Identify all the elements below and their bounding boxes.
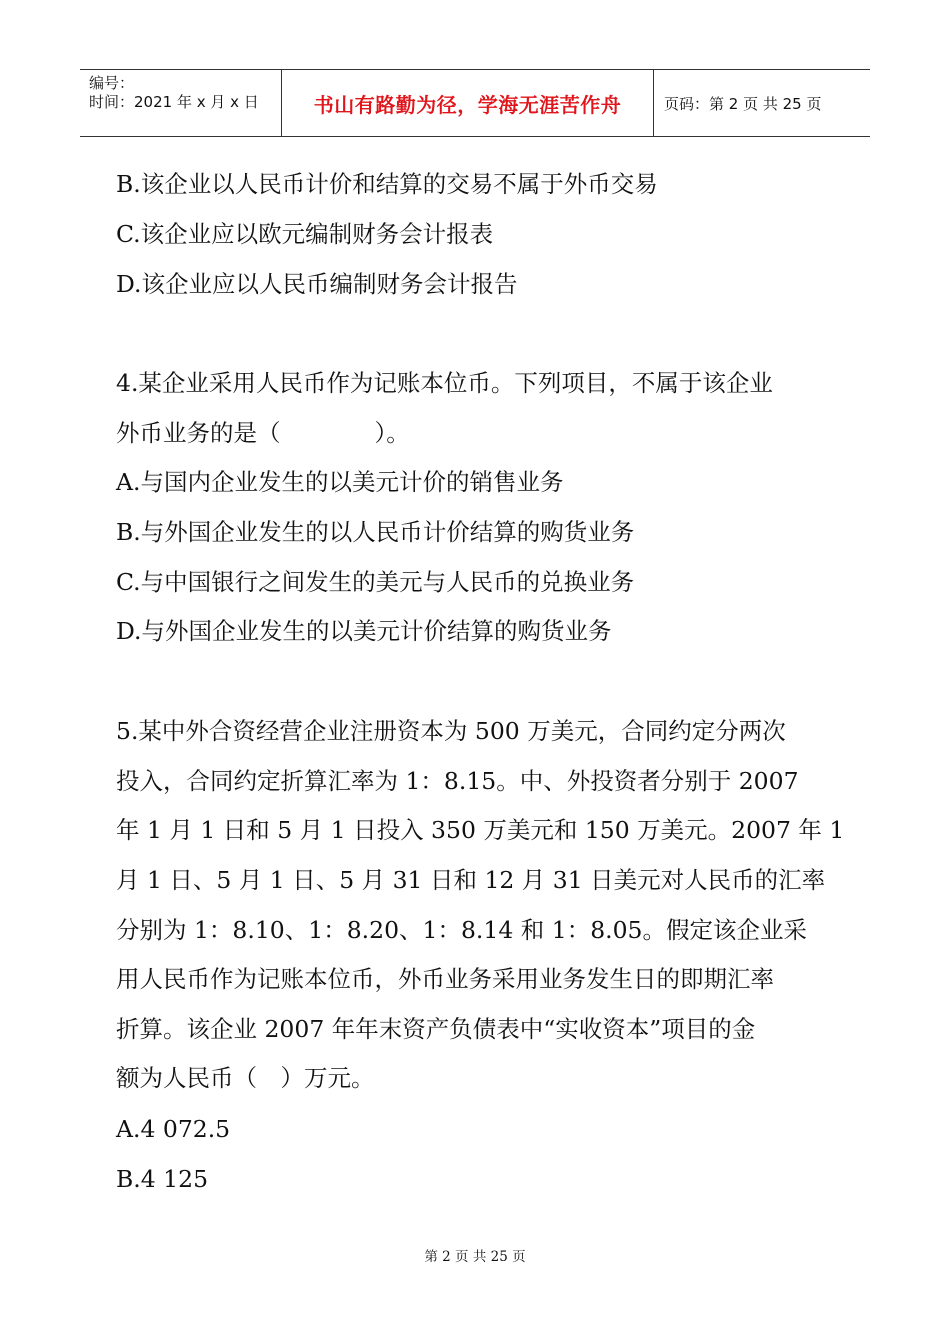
option-line: A.4 072.5 [116,1115,231,1143]
header-meta-cell [80,70,282,136]
question-line: 用人民币作为记账本位币，外币业务采用业务发生日的即期汇率 [116,965,774,993]
question-line: 折算。该企业 2007 年年末资产负债表中“实收资本”项目的金 [116,1015,756,1043]
serial-label: 编号： [89,74,135,92]
question-line: 年 1 月 1 日和 5 月 1 日投入 350 万美元和 150 万美元。2007 年 1 [116,816,845,844]
option-line: B.4 125 [116,1165,209,1193]
option-line: A.与国内企业发生的以美元计价的销售业务 [116,468,564,496]
motto-text: 书山有路勤为径，学海无涯苦作舟 [313,92,622,117]
question-line: 额为人民币（ ）万元。 [116,1064,375,1092]
page-footer: 第 2 页 共 25 页 [424,1249,526,1265]
option-line: D.与外国企业发生的以美元计价结算的购货业务 [116,617,612,645]
option-line: C.该企业应以欧元编制财务会计报表 [116,220,494,248]
question-line: 5.某中外合资经营企业注册资本为 500 万美元，合同约定分两次 [116,717,786,745]
time-label: 时间：2021 年 x 月 x 日 [89,93,259,111]
question-line: 外币业务的是（ ）。 [116,419,410,447]
page-info: 页码：第 2 页 共 25 页 [664,94,822,113]
option-line: B.该企业以人民币计价和结算的交易不属于外币交易 [116,170,658,198]
document-header [80,69,870,137]
option-line: B.与外国企业发生的以人民币计价结算的购货业务 [116,518,635,546]
question-line: 月 1 日、5 月 1 日、5 月 31 日和 12 月 31 日美元对人民币的汇率 [116,866,826,894]
option-line: D.该企业应以人民币编制财务会计报告 [116,270,518,298]
header-page-cell [654,70,870,136]
question-line: 投入，合同约定折算汇率为 1：8.15。中、外投资者分别于 2007 [116,767,799,795]
question-line: 4.某企业采用人民币作为记账本位币。下列项目，不属于该企业 [116,369,773,397]
header-motto-cell [282,70,654,136]
question-line: 分别为 1：8.10、1：8.20、1：8.14 和 1：8.05。假定该企业采 [116,916,808,944]
option-line: C.与中国银行之间发生的美元与人民币的兑换业务 [116,568,635,596]
